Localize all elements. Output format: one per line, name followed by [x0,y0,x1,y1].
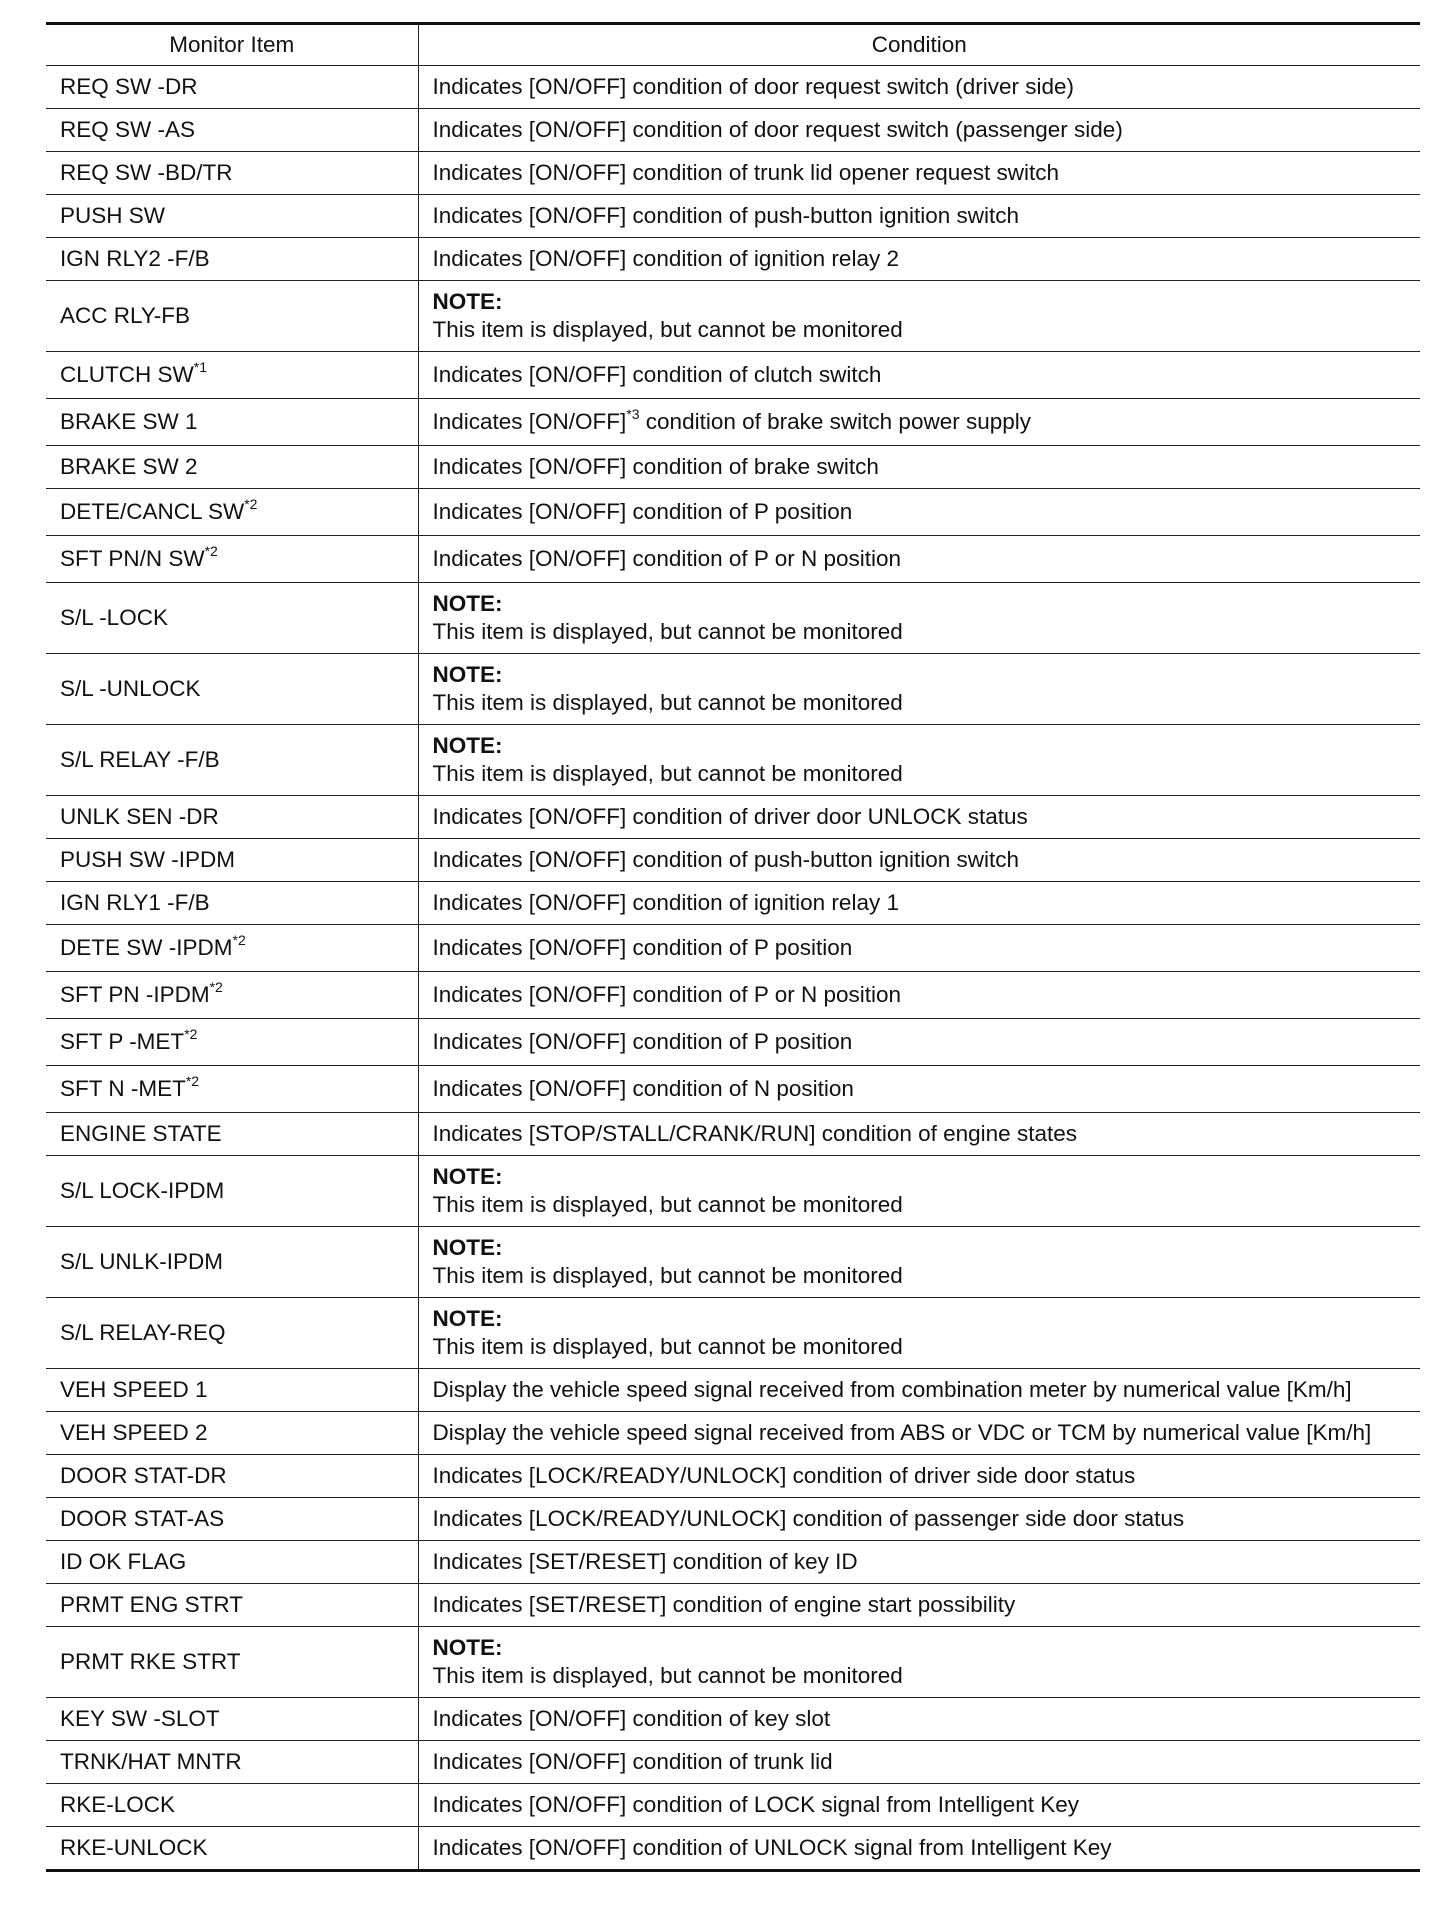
table-row [46,1298,1420,1369]
table-row [46,1066,1420,1113]
monitor-item-cell [46,1066,418,1113]
monitor-item-cell [46,1698,418,1741]
condition-cell [418,796,1420,839]
monitor-item-name: SFT PN -IPDM [60,982,210,1007]
table-body [46,66,1420,1871]
condition-text: Indicates [STOP/STALL/CRANK/RUN] condition of engine states [432,1121,1077,1146]
monitor-item-name: CLUTCH SW [60,362,194,387]
monitor-item-cell [46,536,418,583]
condition-cell [418,1784,1420,1827]
condition-text: Indicates [ON/OFF] condition of P position [432,499,853,524]
monitor-item-name: DOOR STAT-AS [60,1506,225,1531]
condition-text: Indicates [ON/OFF] condition of push-button ignition switch [432,847,1020,872]
footnote-marker: *2 [184,1025,198,1042]
table-row [46,1698,1420,1741]
table-row [46,1019,1420,1066]
condition-text: Indicates [SET/RESET] condition of key ID [432,1549,858,1574]
condition-text: Display the vehicle speed signal received from ABS or VDC or TCM by numerical value [Km/h] [432,1420,1372,1445]
table-row [46,925,1420,972]
monitor-item-name: RKE-LOCK [60,1792,176,1817]
table-row [46,1369,1420,1412]
monitor-item-cell [46,1455,418,1498]
monitor-item-cell [46,1227,418,1298]
monitor-item-name: REQ SW -BD/TR [60,160,233,185]
monitor-item-cell [46,725,418,796]
condition-text: This item is displayed, but cannot be monitored [432,1663,903,1688]
monitor-item-cell [46,446,418,489]
monitor-item-cell [46,1741,418,1784]
monitor-item-cell [46,1019,418,1066]
monitor-item-name: ID OK FLAG [60,1549,187,1574]
monitor-item-name: S/L RELAY -F/B [60,747,220,772]
monitor-item-name: PUSH SW [60,203,166,228]
monitor-item-cell [46,1498,418,1541]
note-label: NOTE: [432,1306,503,1331]
monitor-item-cell [46,352,418,399]
condition-cell [418,1455,1420,1498]
table-row [46,1541,1420,1584]
condition-cell [418,152,1420,195]
condition-cell [418,1227,1420,1298]
table-row [46,152,1420,195]
condition-text: Indicates [ON/OFF] condition of P position [432,935,853,960]
condition-text: Indicates [ON/OFF] condition of key slot [432,1706,831,1731]
footnote-marker: *1 [193,358,207,375]
monitor-item-cell [46,925,418,972]
monitor-item-name: KEY SW -SLOT [60,1706,220,1731]
note-label: NOTE: [432,289,503,314]
condition-text: Indicates [ON/OFF] condition of P position [432,1029,853,1054]
condition-cell [418,1627,1420,1698]
monitor-item-table [46,22,1420,1872]
condition-text: This item is displayed, but cannot be monitored [432,690,903,715]
monitor-item-cell [46,1298,418,1369]
monitor-item-cell [46,1369,418,1412]
monitor-item-name: IGN RLY1 -F/B [60,890,210,915]
condition-text: Indicates [ON/OFF] condition of door request switch (passenger side) [432,117,1123,142]
condition-text: Indicates [ON/OFF] condition of LOCK signal from Intelligent Key [432,1792,1080,1817]
note-label: NOTE: [432,591,503,616]
condition-text: This item is displayed, but cannot be monitored [432,317,903,342]
condition-cell [418,352,1420,399]
condition-cell [418,1698,1420,1741]
footnote-marker: *2 [232,931,246,948]
monitor-item-name: S/L -UNLOCK [60,676,201,701]
monitor-item-cell [46,972,418,1019]
monitor-item-name: PRMT RKE STRT [60,1649,241,1674]
table-row [46,654,1420,725]
monitor-item-cell [46,654,418,725]
table-header-row [46,24,1420,66]
monitor-item-cell [46,796,418,839]
monitor-item-cell [46,1156,418,1227]
condition-text: Indicates [LOCK/READY/UNLOCK] condition of driver side door status [432,1463,1136,1488]
monitor-item-cell [46,152,418,195]
monitor-item-cell [46,1541,418,1584]
monitor-item-cell [46,399,418,446]
monitor-item-name: VEH SPEED 2 [60,1420,208,1445]
footnote-marker: *2 [185,1072,200,1089]
condition-text: Indicates [ON/OFF] condition of ignition relay 1 [432,890,899,915]
condition-text: This item is displayed, but cannot be monitored [432,1334,903,1359]
condition-text: Indicates [ON/OFF] condition of P or N position [432,546,902,571]
table-row [46,352,1420,399]
monitor-item-cell [46,1784,418,1827]
condition-text: Indicates [ON/OFF] condition of N position [432,1076,854,1101]
condition-cell [418,882,1420,925]
table-row [46,882,1420,925]
condition-text: Indicates [ON/OFF] condition of UNLOCK signal from Intelligent Key [432,1835,1112,1860]
condition-text: Indicates [ON/OFF] [432,409,627,434]
condition-text: Indicates [LOCK/READY/UNLOCK] condition of passenger side door status [432,1506,1185,1531]
condition-cell [418,1156,1420,1227]
footnote-marker: *2 [209,978,223,995]
table-row [46,1412,1420,1455]
monitor-item-name: ACC RLY-FB [60,303,191,328]
monitor-item-cell [46,195,418,238]
condition-cell [418,1741,1420,1784]
condition-cell [418,399,1420,446]
monitor-item-cell [46,839,418,882]
table-row [46,195,1420,238]
table-row [46,66,1420,109]
monitor-item-name: DETE SW -IPDM [60,935,233,960]
monitor-item-cell [46,583,418,654]
note-label: NOTE: [432,662,503,687]
monitor-item-name: SFT P -MET [60,1029,185,1054]
monitor-item-name: SFT PN/N SW [60,546,205,571]
condition-cell [418,238,1420,281]
note-label: NOTE: [432,733,503,758]
note-label: NOTE: [432,1635,503,1660]
table-row [46,238,1420,281]
table-row [46,109,1420,152]
condition-cell [418,66,1420,109]
condition-cell [418,1827,1420,1871]
condition-cell [418,1019,1420,1066]
monitor-item-name: PRMT ENG STRT [60,1592,243,1617]
condition-cell [418,583,1420,654]
monitor-item-name: UNLK SEN -DR [60,804,219,829]
condition-cell [418,972,1420,1019]
table-row [46,281,1420,352]
monitor-item-name: S/L LOCK-IPDM [60,1178,225,1203]
table-row [46,446,1420,489]
table-row [46,796,1420,839]
table-row [46,1455,1420,1498]
monitor-item-name: PUSH SW -IPDM [60,847,236,872]
monitor-item-cell [46,1627,418,1698]
table-row [46,489,1420,536]
table-row [46,972,1420,1019]
monitor-item-cell [46,1113,418,1156]
monitor-item-cell [46,1412,418,1455]
table-row [46,1827,1420,1871]
table-row [46,399,1420,446]
condition-text: Indicates [ON/OFF] condition of P or N position [432,982,902,1007]
table-row [46,1227,1420,1298]
condition-cell [418,1412,1420,1455]
monitor-item-name: DOOR STAT-DR [60,1463,227,1488]
monitor-item-name: ENGINE STATE [60,1121,222,1146]
condition-cell [418,1298,1420,1369]
table-row [46,1627,1420,1698]
table-row [46,1741,1420,1784]
condition-cell [418,1369,1420,1412]
table-row [46,1113,1420,1156]
footnote-marker: *2 [204,542,218,559]
condition-cell [418,839,1420,882]
monitor-item-name: DETE/CANCL SW [60,499,245,524]
table-row [46,1156,1420,1227]
table-row [46,583,1420,654]
condition-text: Indicates [ON/OFF] condition of brake switch [432,454,879,479]
condition-text-continued: condition of brake switch power supply [639,409,1032,434]
condition-text: Display the vehicle speed signal received from combination meter by numerical value [Km/h] [432,1377,1352,1402]
monitor-item-name: S/L UNLK-IPDM [60,1249,223,1274]
condition-text: This item is displayed, but cannot be monitored [432,1192,903,1217]
monitor-item-cell [46,489,418,536]
condition-cell [418,1584,1420,1627]
condition-text: This item is displayed, but cannot be monitored [432,761,903,786]
monitor-item-cell [46,882,418,925]
condition-cell [418,195,1420,238]
condition-text: Indicates [ON/OFF] condition of push-button ignition switch [432,203,1020,228]
condition-cell [418,489,1420,536]
condition-cell [418,925,1420,972]
condition-cell [418,536,1420,583]
note-label: NOTE: [432,1235,503,1260]
monitor-item-name: S/L RELAY-REQ [60,1320,226,1345]
monitor-item-cell [46,109,418,152]
monitor-item-cell [46,1584,418,1627]
table-row [46,536,1420,583]
monitor-item-name: S/L -LOCK [60,605,168,630]
table-row [46,1784,1420,1827]
monitor-item-name: TRNK/HAT MNTR [60,1749,242,1774]
monitor-item-name: SFT N -MET [60,1076,186,1101]
monitor-item-cell [46,238,418,281]
monitor-item-name: REQ SW -DR [60,74,198,99]
condition-text: This item is displayed, but cannot be monitored [432,619,903,644]
condition-text: Indicates [ON/OFF] condition of door request switch (driver side) [432,74,1075,99]
table-row [46,839,1420,882]
table-row [46,1584,1420,1627]
condition-text: Indicates [SET/RESET] condition of engine start possibility [432,1592,1016,1617]
condition-text: Indicates [ON/OFF] condition of ignition relay 2 [432,246,899,271]
monitor-item-cell [46,66,418,109]
monitor-item-cell [46,1827,418,1871]
table-row [46,1498,1420,1541]
monitor-item-name: RKE-UNLOCK [60,1835,208,1860]
condition-cell [418,446,1420,489]
condition-cell [418,1113,1420,1156]
condition-text: Indicates [ON/OFF] condition of clutch switch [432,362,882,387]
condition-cell [418,654,1420,725]
monitor-item-name: REQ SW -AS [60,117,196,142]
condition-cell [418,1066,1420,1113]
footnote-marker: *2 [244,495,258,512]
table-row [46,725,1420,796]
footnote-marker: *3 [626,405,640,422]
header-monitor-item: Monitor Item [46,24,418,66]
condition-cell [418,1541,1420,1584]
condition-cell [418,109,1420,152]
monitor-item-cell [46,281,418,352]
note-label: NOTE: [432,1164,503,1189]
condition-cell [418,725,1420,796]
condition-text: This item is displayed, but cannot be monitored [432,1263,903,1288]
monitor-item-name: BRAKE SW 2 [60,454,198,479]
monitor-item-name: IGN RLY2 -F/B [60,246,210,271]
monitor-item-name: VEH SPEED 1 [60,1377,208,1402]
condition-cell [418,281,1420,352]
condition-text: Indicates [ON/OFF] condition of trunk lid [432,1749,833,1774]
condition-text: Indicates [ON/OFF] condition of driver door UNLOCK status [432,804,1028,829]
condition-cell [418,1498,1420,1541]
condition-text: Indicates [ON/OFF] condition of trunk lid opener request switch [432,160,1060,185]
header-condition: Condition [418,24,1420,66]
monitor-item-name: BRAKE SW 1 [60,409,198,434]
